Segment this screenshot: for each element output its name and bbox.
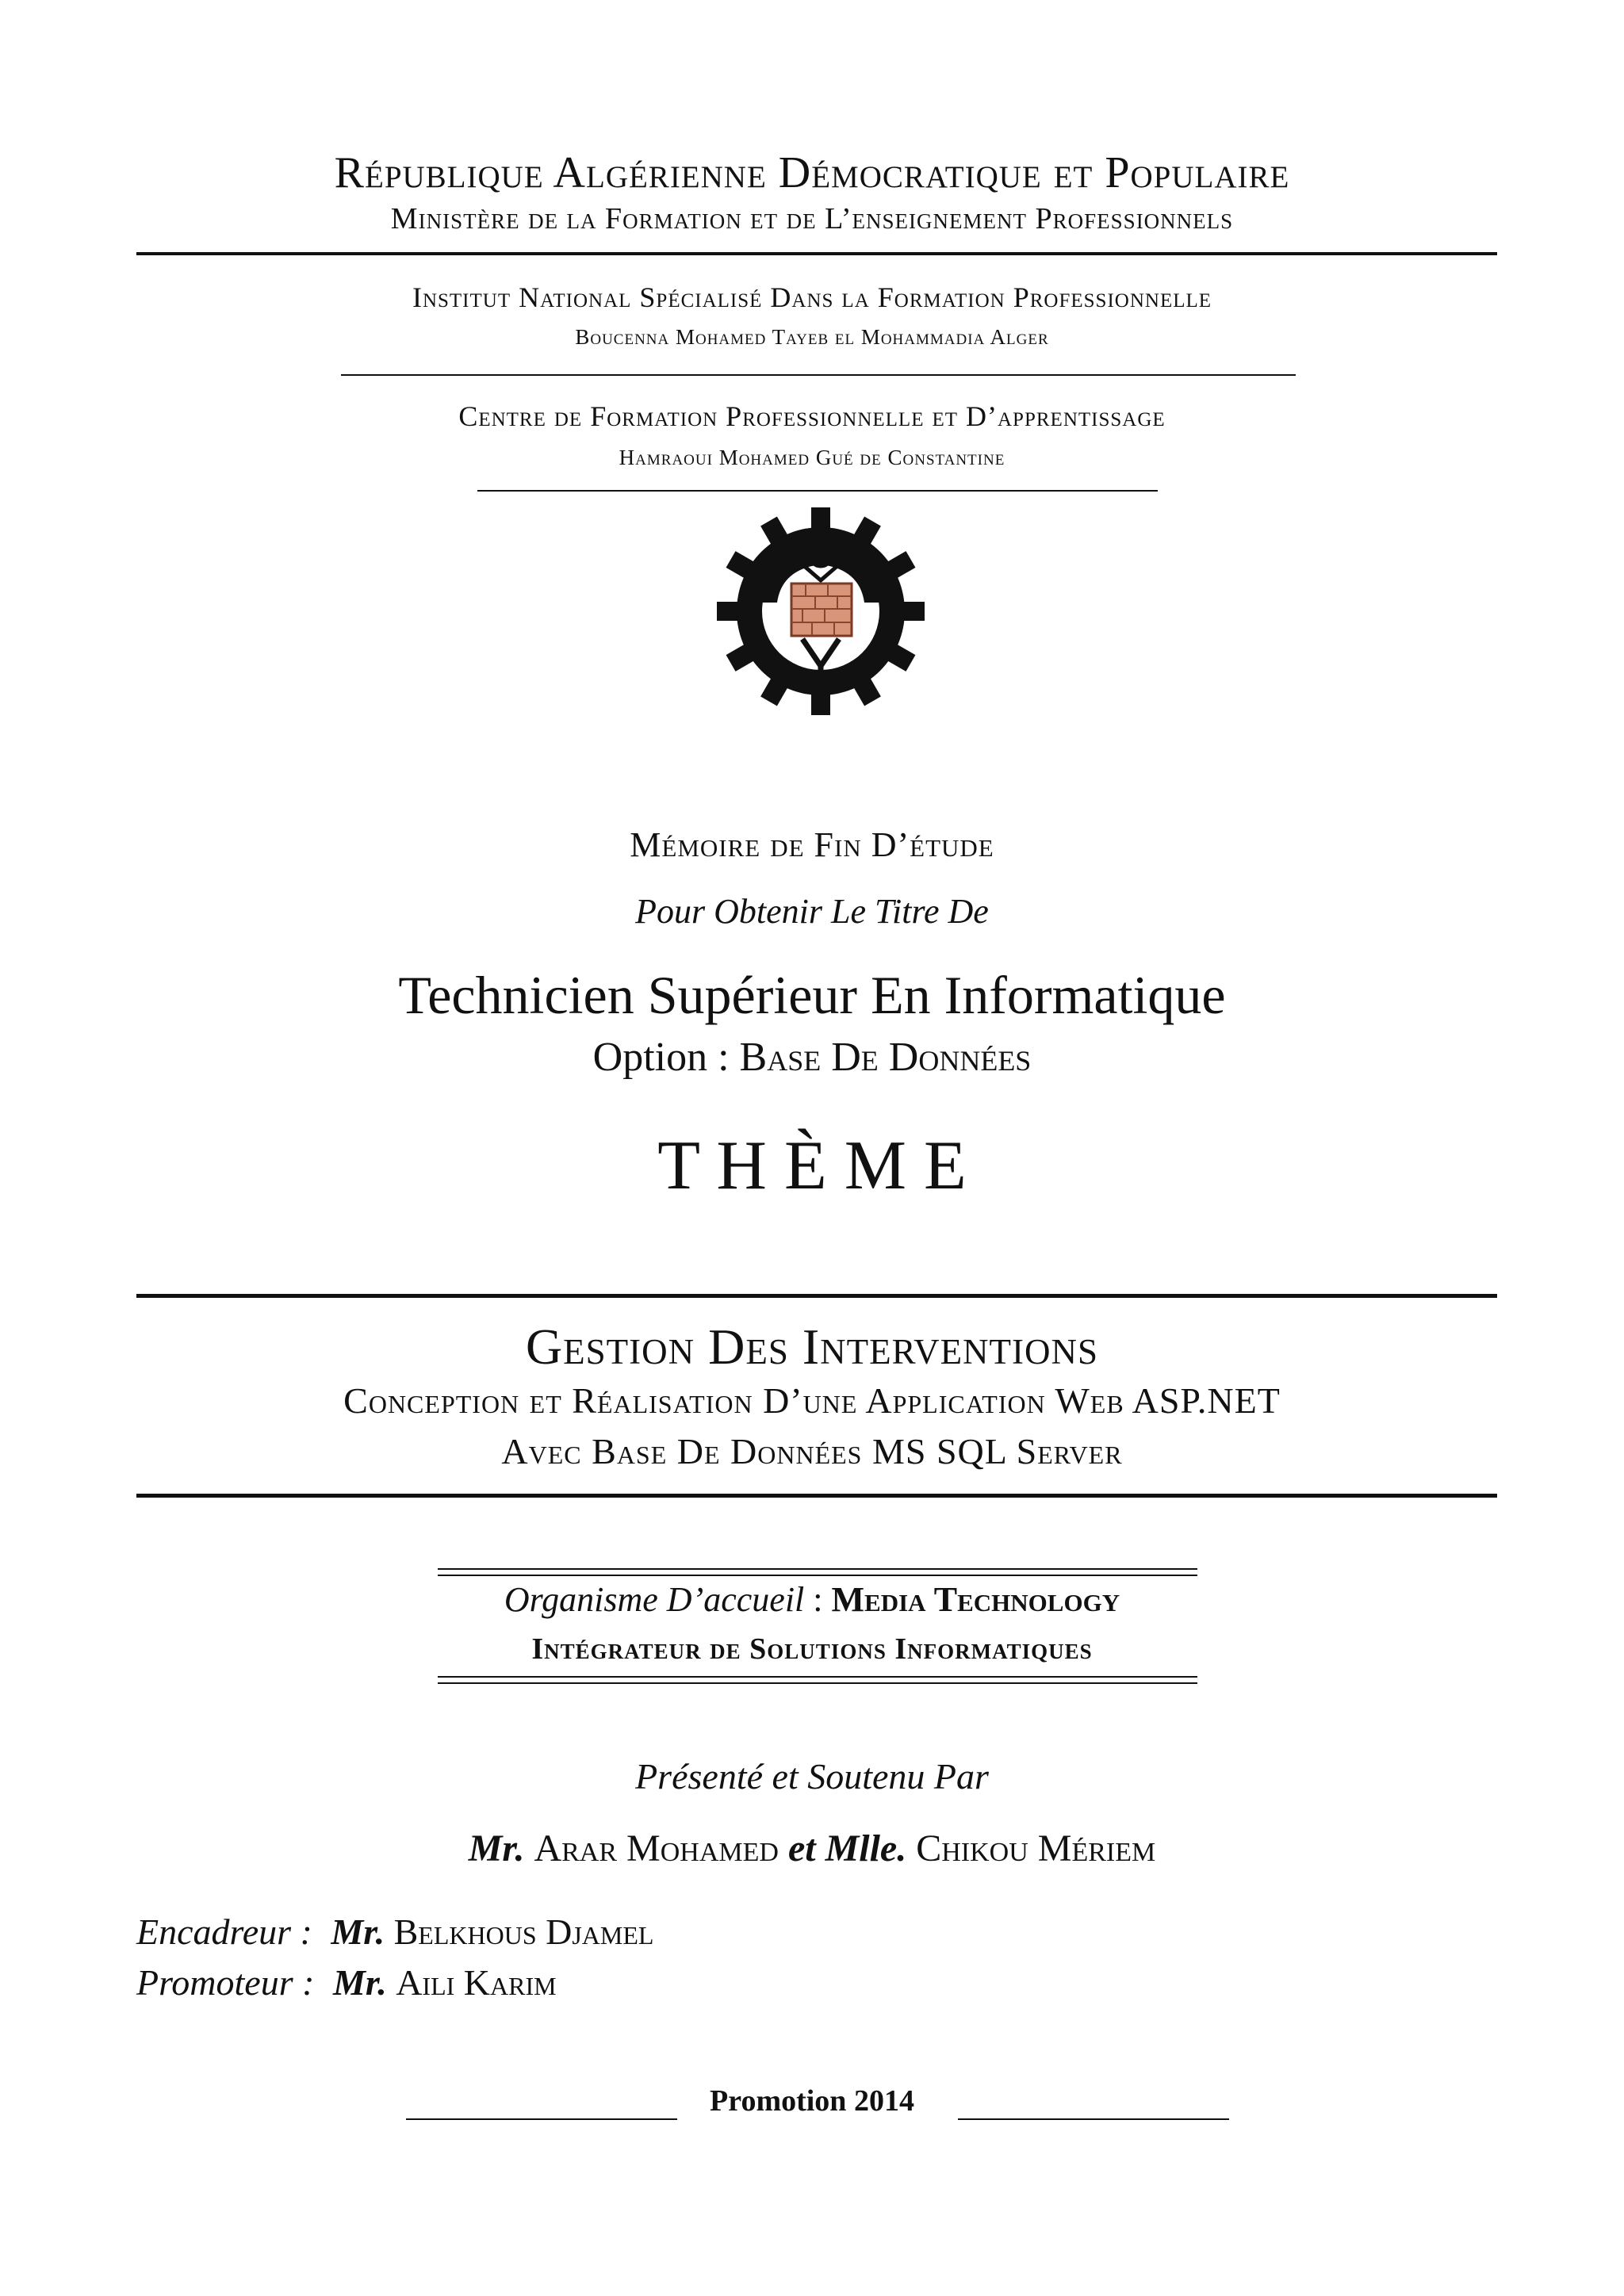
subject-line-1: Conception et Réalisation D’une Application Web ASP.NET	[343, 1380, 1281, 1421]
memoire-heading: Mémoire de Fin D’étude	[630, 825, 994, 864]
subject-bottom-rule	[136, 1494, 1497, 1498]
promotion-text: Promotion 2014	[710, 2084, 914, 2118]
subject-top-rule	[136, 1294, 1497, 1298]
authors-line	[0, 1827, 1624, 1870]
header-rule	[136, 252, 1497, 255]
promotion-right-rule	[958, 2118, 1229, 2120]
institution-logo	[717, 507, 925, 715]
host-top-rule-2	[438, 1575, 1197, 1576]
degree-title: Technicien Supérieur En Informatique	[398, 965, 1226, 1025]
theme-heading: T H È M E	[657, 1127, 967, 1204]
promotion-left-rule	[406, 2118, 677, 2120]
host-bottom-rule-2	[438, 1682, 1197, 1684]
host-label: Organisme D’accueil	[504, 1580, 805, 1619]
republic-heading: République Algérienne Démocratique et Populaire	[334, 148, 1290, 197]
center-rule	[477, 490, 1158, 492]
subject-title: Gestion Des Interventions	[525, 1318, 1099, 1375]
author1-title: Mr.	[468, 1827, 525, 1869]
encadreur-title: Mr.	[331, 1911, 385, 1952]
presented-label: Présenté et Soutenu Par	[635, 1756, 989, 1797]
author2-title: Mlle.	[825, 1827, 907, 1869]
promoteur-title: Mr.	[332, 1962, 387, 2003]
host-top-rule-1	[438, 1568, 1197, 1570]
option-label: Option :	[592, 1035, 730, 1080]
center-subheading: Hamraoui Mohamed Gué de Constantine	[619, 446, 1005, 469]
host-name: Media Technology	[831, 1580, 1120, 1619]
host-description: Intégrateur de Solutions Informatiques	[531, 1632, 1093, 1666]
option-value: Base De Données	[739, 1035, 1032, 1080]
center-heading: Centre de Formation Professionnelle et D’apprentissage	[458, 400, 1166, 432]
subject-line-2: Avec Base De Données MS SQL Server	[501, 1431, 1123, 1471]
ministry-heading: Ministère de la Formation et de L’enseignement Professionnels	[390, 202, 1234, 235]
pour-obtenir-text: Pour Obtenir Le Titre De	[635, 892, 989, 931]
encadreur-label: Encadreur :	[136, 1911, 312, 1952]
host-bottom-rule-1	[438, 1676, 1197, 1678]
author2-name: Chikou Mériem	[916, 1827, 1156, 1869]
promoteur-label: Promoteur :	[136, 1962, 315, 2003]
promoteur-line	[136, 1961, 557, 2003]
option-line	[0, 1034, 1624, 1081]
host-line	[0, 1579, 1624, 1620]
gear-emblem	[717, 507, 925, 715]
promoteur-name: Aili Karim	[396, 1962, 557, 2003]
authors-conjunction: et	[787, 1827, 816, 1869]
institute-rule	[341, 374, 1296, 376]
institute-subheading: Boucenna Mohamed Tayeb el Mohammadia Alger	[575, 325, 1049, 349]
host-separator: :	[804, 1580, 832, 1619]
encadreur-line	[136, 1911, 653, 1953]
author1-name: Arar Mohamed	[534, 1827, 779, 1869]
institute-heading: Institut National Spécialisé Dans la Formation Professionnelle	[412, 281, 1212, 313]
encadreur-name: Belkhous Djamel	[393, 1911, 654, 1952]
